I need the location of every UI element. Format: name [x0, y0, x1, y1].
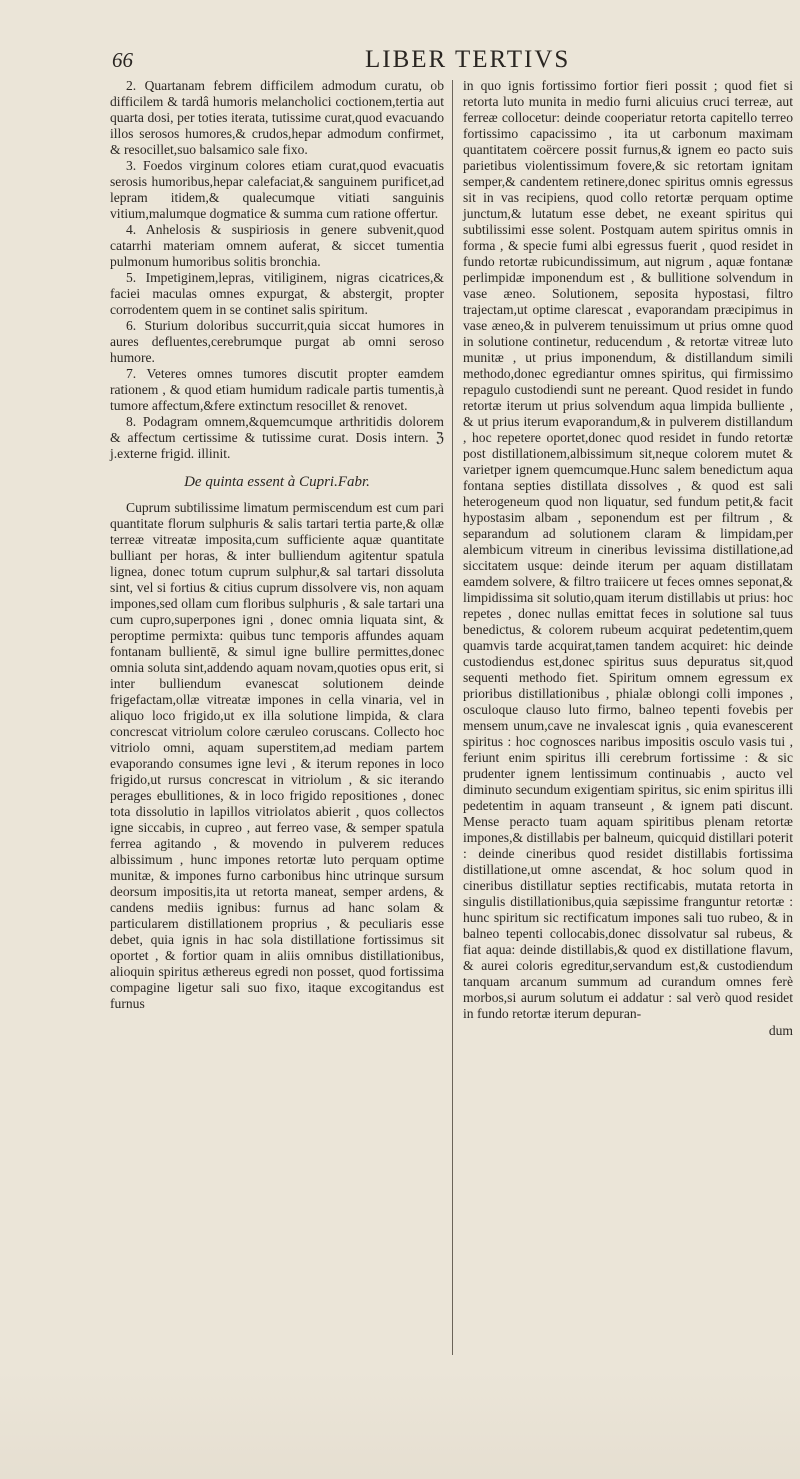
running-title: LIBER TERTIVS	[365, 46, 571, 73]
right-column	[463, 78, 793, 1039]
section-heading: De quinta essent à Cupri.Fabr.	[184, 474, 370, 490]
left-column	[110, 78, 444, 1012]
section-paragraph: Cuprum subtilissime limatum permiscendum est cum pari quantitate florum sulphuris & salis tartari tertia parte,& ollæ terreæ vitreatæ imposita,cum sufficiente aquæ quantitate bulliant per horas, & inter bulliendum agitentur spatula lignea, donec totum cuprum sulphur,& sal tartari dissoluta sint, vel si fortius & citius cuprum dissolvere vis, non aquam impones,sed ollam cum floribus sulphuris , & sale tartari una cum cupro,superpones igni , donec omnia liquata sint, & peroptime permixta: quibus tunc temporis affundes aquam fontanam bullientē, & simul igne bullire permittes,donec omnia soluta sint,addendo aquam novam,quoties opus erit, si inter bulliendum evanescat solutionem deinde frigefactam,ollæ vitreatæ impones in cella vinaria, vel in aliquo loco frigido,ut ex illa solutione limpida, & clara concrescat vitriolum colore cæruleo coruscans. Collecto hoc vitriolo omni, aquam superstitem,ad mediam partem evaporando consumes igne levi , & iterum repones in loco frigido,ut rursus concrescat in vitriolum , & sic iterando perages ebullitiones, & in loco frigido repositiones , donec tota dissolutio in lapillos vitriolatos abierit , quos collectos igne siccabis, in cupreo , aut ferreo vase, & semper spatula ferrea agitando , & movendo in pulverem reduces albissimum , hunc impones retortæ luto perquam optime munitæ, & impones furno carbonibus hinc utrinque sursum deorsum impositis,ita ut retorta maneat, semper ardens, & candens mediis ignibus: furnus ad hanc solam & particularem distillationem proprius , & peculiaris esse debet, quia ignis in hac sola distillatione fortissimus sit oportet , & fortior quam in aliis omnibus distillationibus, alioquin spiritus æthereus egredi non posset, quod fortissima compagine ligetur sali suo fixo, itaque excogitandus est furnus	[110, 500, 444, 1011]
page-header	[100, 44, 790, 74]
right-paragraph: in quo ignis fortissimo fortior fieri possit ; quod fiet si retorta luto munita in medio furni alicuius cruci terreæ, aut ferreæ collocetur: deinde cooperiatur retorta capitello terreo fortissimo capacissimo , ita ut carbonum maximam quantitatem coërcere possit furnus,& ignem eo pacto suis parietibus violentissimum fovere,& sic retortam ignitam semper,& candentem retinere,donec spiritus omnis egressus sit in vas recipiens, quod collo retortæ perquam optime junctum,& lutatum esse debet, ne exeant spiritus qui subtilissimi esse solent. Postquam autem spiritus omnis in forma , & specie fumi albi egressus fuerit , quod residet in fundo retortæ rubicundissimum, aut nigrum , aquæ fontanæ perlimpidæ imponendum est , & bullitione solvendum in vase æneo. Solutionem, seposita hypostasi, filtro trajectam,ut optime clarescat , evaporandam præcipimus in vase æneo,& in pulverem tenuissimum ut prius omne quod in solutione continetur, reducendum , & retortæ vitreæ luto munitæ , ut prius imponendum, & distillandum simili methodo,donec egrediantur omnes spiritus, qui firmissimo repagulo custodiendi sunt ne pereant. Quod residet in fundo retortæ iterum ut prius solvendum aqua limpida bulliente , & ut prius iterum evaporandum,& in pulverem distillandum , hoc repetere oportet,donec quod residet in fundo retortæ post distillationem,albissimum sit,neque colorem mutet & varietper ignem quemcumque.Hunc salem benedictum aqua fontana septies distillata dissolves , & quod est sali heterogeneum quod non liquatur, sed fundum petit,& facit hypostasim albam , seponendum est per filtrum , & separandum ad solutionem claram & limpidam,per alembicum vitreum in cineribus levissima distillatione,ad siccitatem usque: deinde iterum per aquam distillatam eamdem solvere, & filtro traiicere ut feces omnes seponat,& limpidissima sit solutio,quam iterum distillabis ut prius: hoc repetes , donec nullas emittat feces in solutione sal tuus benedictus, & colorem rubeum acquirat pedetentim,quem quamvis tarde acquirat,tamen tandem acquiret: hic deinde custodiendus est,donec spiritus suus depuratus sit,quod sequenti methodo fiet. Spiritum omnem egressum ex prioribus distillationibus , phialæ oblongi colli impones , osculoque clauso luto firmo, balneo tepenti fovebis per mensem unum,cave ne invalescat ignis , quia evanescerent spiritus : hoc cognosces naribus impositis osculo vasis tui , feriunt enim spiritus illi cerebrum fortissime : & sic prudenter ignem lentissimum continuabis , aucto vel diminuto secundum exigentiam spiritus, sic enim spiritus illi pedetentim in aquam transeunt , & ignem pati discunt. Mense peracto tuam aquam spiritibus plenam retortæ impones,& distillabis per balneum, quicquid distillari poterit : deinde cineribus quod residet distillabis fortissima distillatione,ut omne ascendat, & hoc solum quod in cineribus distillatur septies rectificabis, mutata retorta in singulis distillationibus,quia sæpissime franguntur retortæ : hunc spiritum sic rectificatum impones sali tuo rubeo, & in balneo tepenti collocabis,donec dissolvatur sal rubeus, & fiat aqua: deinde distillabis,& quod ex distillatione flavum, & aurei coloris egreditur,servandum est,& custodiendum tanquam arcanum summum ad curandum omnes ferè morbos,si aurum solutum ei addatur : sal verò quod residet in fundo retortæ iterum depuran-	[463, 78, 793, 1021]
paragraph-4: 4. Anhelosis & suspiriosis in genere subvenit,quod catarrhi materiam omnem auferat, & siccet tumentia pulmonum humoribus solitis bronchia.	[110, 222, 444, 269]
blank-margin	[0, 1370, 800, 1479]
paragraph-7: 7. Veteres omnes tumores discutit propter eamdem rationem , & quod etiam humidum radicale partis tumentis,à tumore affectum,&fere extinctum resocillet & renovet.	[110, 366, 444, 413]
page-number: 66	[112, 48, 133, 72]
catchword: dum	[768, 1023, 793, 1038]
paragraph-6: 6. Sturium doloribus succurrit,quia siccat humores in aures defluentes,cerebrumque purgat ab omni seroso humore.	[110, 318, 444, 365]
paragraph-2: 2. Quartanam febrem difficilem admodum curatu, ob difficilem & tardâ humoris melancholici coctionem,tertia aut quarta dosi, per toties iterata, tutissime curat,quod evacuando illos serosos humores,& crudos,hepar admodum confirmet, & resocillet,suo balsamico sale fixo.	[110, 78, 444, 157]
column-divider	[452, 80, 453, 1355]
paragraph-5: 5. Impetiginem,lepras, vitiliginem, nigras cicatrices,& faciei maculas omnes expurgat, & abstergit, propter corrodentem quem in se continet salis spiritum.	[110, 270, 444, 317]
paragraph-3: 3. Foedos virginum colores etiam curat,quod evacuatis serosis humoribus,hepar calefaciat,& sanguinem purificet,ad lepram itidem,& qualecumque vitiati sanguinis vitium,malumque dogmatice & summa cum ratione offertur.	[110, 158, 444, 221]
paragraph-8: 8. Podagram omnem,&quemcumque arthritidis dolorem & affectum certissime & tutissime curat. Dosis intern. ℨ j.externe frigid. illinit.	[110, 414, 444, 461]
